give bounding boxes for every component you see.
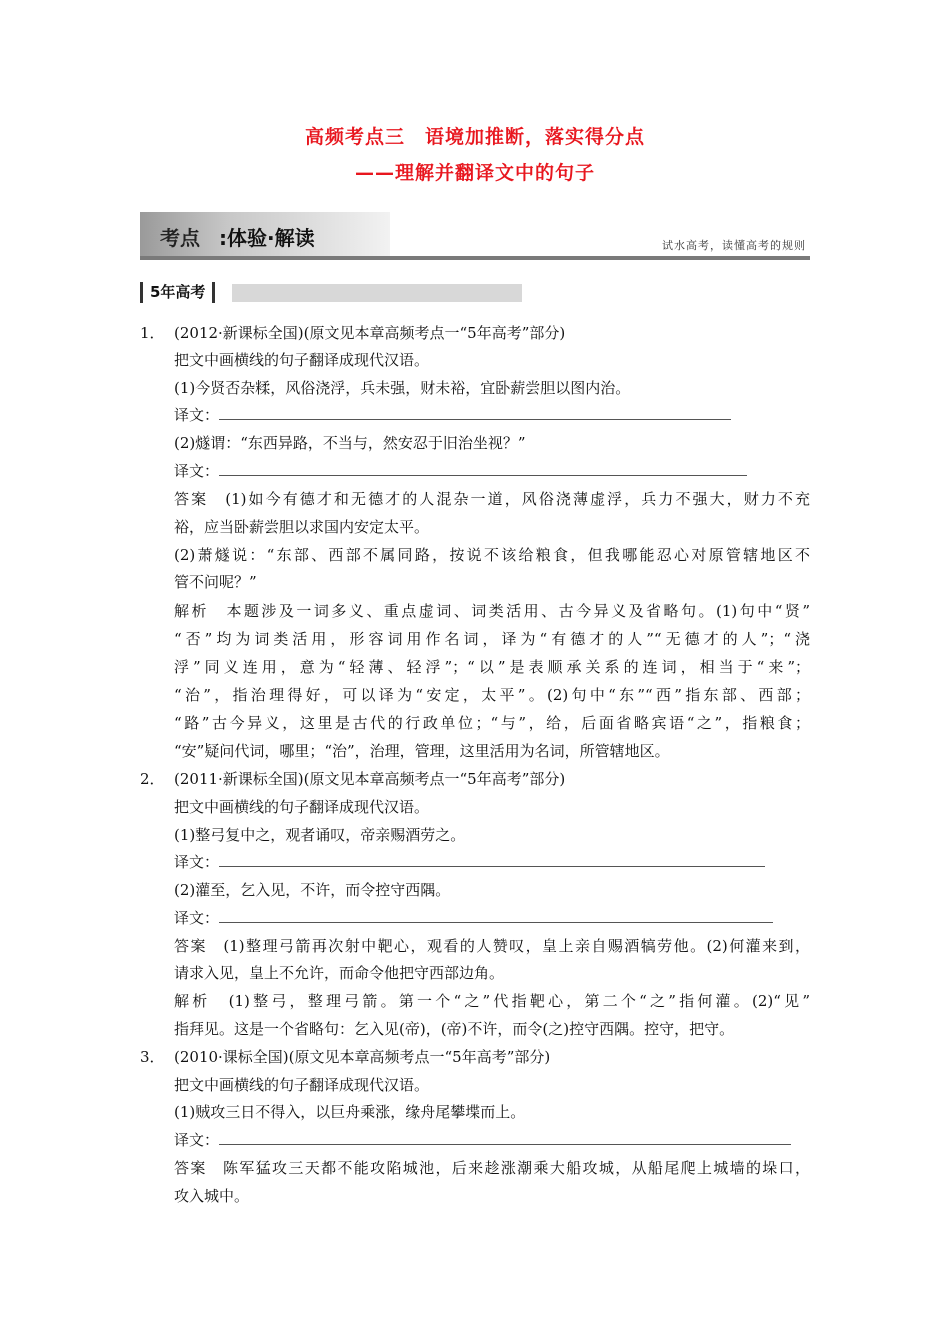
answer-blank[interactable] [219,461,747,476]
q2-explanation-line-1: 解析 (1)整弓，整理弓箭。第一个“之”代指靶心，第二个“之”指何灌。(2)“见” [174,992,810,1010]
q2-sentence-2: (2)灌至，乞入见，不许，而令控守西隅。 [174,881,451,899]
q2-source: (2011·新课标全国)(原文见本章高频考点一“5年高考”部分) [174,770,566,788]
translation-label: 译文： [174,909,220,927]
main-title: 高频考点三 语境加推断，落实得分点 [304,126,645,148]
q2-answer-line-1: 答案 (1)整理弓箭再次射中靶心，观看的人赞叹，皇上亲自赐酒犒劳他。(2)何灌来到， [174,937,810,955]
section-label: 5年高考 [140,282,215,303]
q1-explanation-line-4: “治”，指治理得好，可以译为“安定，太平”。(2)句中“东”“西”指东部、西部； [174,686,810,704]
answer-blank[interactable] [219,908,773,923]
q1-explanation-line-3: 浮”同义连用，意为“轻薄、轻浮”；“以”是表顺承关系的连词，相当于“来”； [174,658,810,676]
q3-answer-line-1: 答案 陈军猛攻三天都不能攻陷城池，后来趁涨潮乘大船攻城，从船尾爬上城墙的垛口， [174,1159,810,1177]
banner-rule [140,256,810,260]
q1-number: 1． [140,324,165,342]
q2-translation-1 [174,852,765,872]
q3-sentence-1: (1)贼攻三日不得入，以巨舟乘涨，缘舟尾攀堞而上。 [174,1103,526,1121]
answer-blank[interactable] [219,852,765,867]
section-grey-bar [232,284,522,302]
q1-answer-line-3: (2)萧燧说：“东部、西部不属同路，按说不该给粮食，但我哪能忍心对原管辖地区不 [174,546,810,564]
q1-explanation-line-1: 解析 本题涉及一词多义、重点虚词、词类活用、古今异义及省略句。(1)句中“贤” [174,602,810,620]
answer-blank[interactable] [219,1130,791,1145]
q1-sentence-2: (2)燧谓：“东西异路，不当与，然安忍于旧治坐视？” [174,434,526,452]
banner-label-kaodian: 考点 [160,226,200,250]
q3-translation-1 [174,1130,791,1150]
q1-explanation-line-6: “安”疑问代词，哪里；“治”，治理，管理，这里活用为名词，所管辖地区。 [174,742,670,760]
q3-instruction: 把文中画横线的句子翻译成现代汉语。 [174,1076,430,1094]
q2-answer-line-2: 请求入见，皇上不允许，而命令他把守西部边角。 [174,964,505,982]
q1-sentence-1: (1)今贤否杂糅，风俗浇浮，兵未强，财未裕，宜卧薪尝胆以图内治。 [174,379,631,397]
q1-translation-2 [174,461,747,481]
q3-number: 3． [140,1048,165,1066]
subtitle: ——理解并翻译文中的句子 [354,162,595,184]
q1-answer-line-4: 管不问呢？” [174,573,257,591]
translation-label: 译文： [174,853,220,871]
q1-answer-line-1: 答案 (1)如今有德才和无德才的人混杂一道，风俗浇薄虚浮，兵力不强大，财力不充 [174,490,810,508]
q2-translation-2 [174,908,773,928]
q1-source: (2012·新课标全国)(原文见本章高频考点一“5年高考”部分) [174,324,566,342]
translation-label: 译文： [174,1131,220,1149]
section-banner [140,212,810,256]
answer-blank[interactable] [219,405,731,420]
banner-label-tiyan: :体验·解读 [219,226,315,250]
q3-source: (2010·课标全国)(原文见本章高频考点一“5年高考”部分) [174,1048,551,1066]
q1-explanation-line-2: “否”均为词类活用，形容词用作名词，译为“有德才的人”“无德才的人”；“浇 [174,630,810,648]
translation-label: 译文： [174,406,220,424]
q2-explanation-line-2: 指拜见。这是一个省略句：乞入见(帝)，(帝)不许，而令(之)控守西隅。控守，把守。 [174,1020,735,1038]
q3-answer-line-2: 攻入城中。 [174,1187,250,1205]
q1-explanation-line-5: “路”古今异义，这里是古代的行政单位；“与”，给，后面省略宾语“之”，指粮食； [174,714,810,732]
q2-sentence-1: (1)整弓复中之，观者诵叹，帝亲赐酒劳之。 [174,826,466,844]
banner-tagline: 试水高考，读懂高考的规则 [662,239,806,252]
q1-answer-line-2: 裕，应当卧薪尝胆以求国内安定太平。 [174,518,430,536]
q2-instruction: 把文中画横线的句子翻译成现代汉语。 [174,798,430,816]
translation-label: 译文： [174,462,220,480]
q2-number: 2． [140,770,165,788]
q1-translation-1 [174,405,731,425]
q1-instruction: 把文中画横线的句子翻译成现代汉语。 [174,351,430,369]
